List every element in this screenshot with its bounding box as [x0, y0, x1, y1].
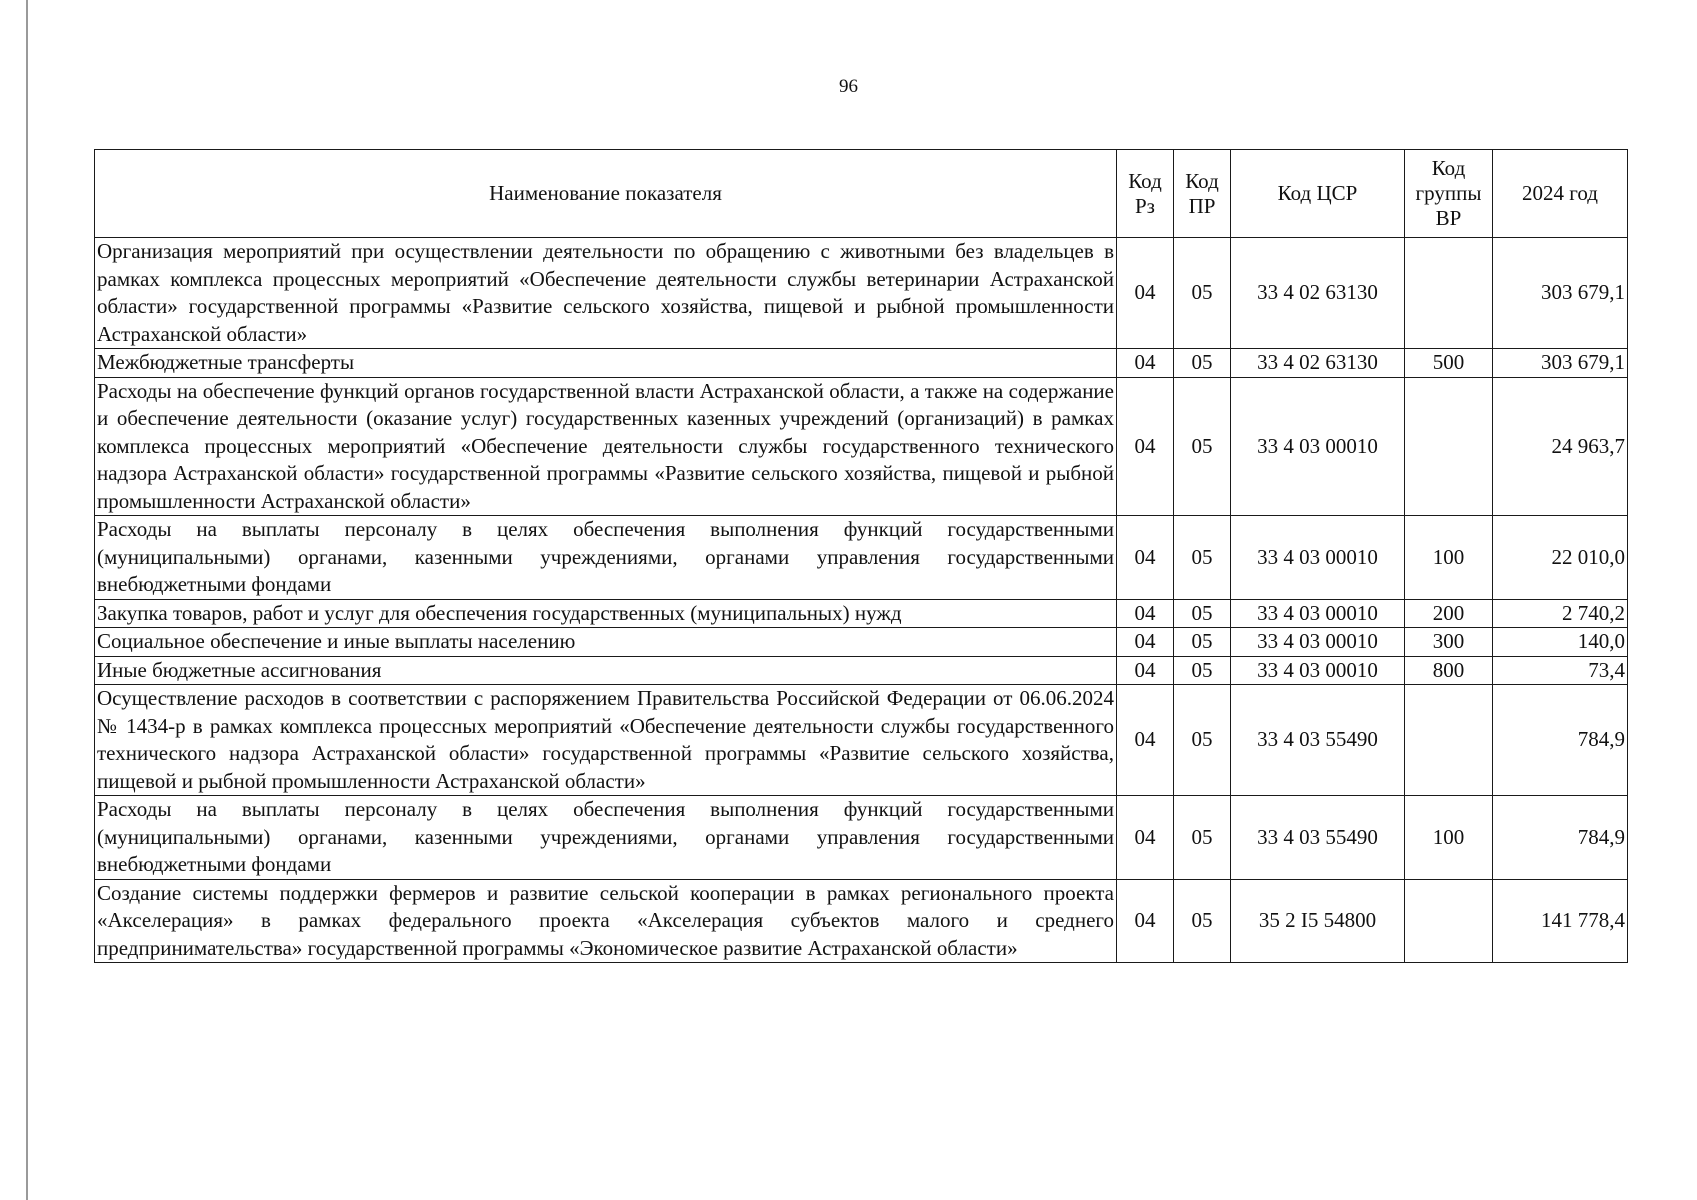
row-amount: 73,4 — [1493, 656, 1628, 685]
row-rz: 04 — [1117, 796, 1174, 880]
page-number: 96 — [839, 76, 858, 97]
row-amount: 2 740,2 — [1493, 599, 1628, 628]
row-name: Организация мероприятий при осуществлении деятельности по обращению с животными без владельцев в рамках комплекса процессных мероприятий «Обеспечение деятельности службы ветеринарии Астраханской области» государственной программы «Развитие сельского хозяйства, пищевой и рыбной промышленности Астраханской области» — [95, 238, 1117, 349]
row-csr: 33 4 03 00010 — [1231, 516, 1405, 600]
row-pr: 05 — [1174, 516, 1231, 600]
row-vr: 100 — [1405, 516, 1493, 600]
row-pr: 05 — [1174, 796, 1231, 880]
row-rz: 04 — [1117, 349, 1174, 378]
table-header-row — [95, 150, 1628, 238]
table-row — [95, 879, 1628, 963]
row-vr — [1405, 238, 1493, 349]
row-pr: 05 — [1174, 599, 1231, 628]
table-row — [95, 628, 1628, 657]
row-vr — [1405, 377, 1493, 516]
row-pr: 05 — [1174, 628, 1231, 657]
row-name: Закупка товаров, работ и услуг для обеспечения государственных (муниципальных) нужд — [95, 599, 1117, 628]
row-amount: 303 679,1 — [1493, 349, 1628, 378]
table-row — [95, 599, 1628, 628]
table-row — [95, 656, 1628, 685]
table-row — [95, 796, 1628, 880]
row-vr: 800 — [1405, 656, 1493, 685]
budget-table — [94, 149, 1628, 963]
row-name: Иные бюджетные ассигнования — [95, 656, 1117, 685]
header-csr: Код ЦСР — [1231, 150, 1405, 238]
row-name: Осуществление расходов в соответствии с распоряжением Правительства Российской Федерации от 06.06.2024 № 1434-р в рамках комплекса процессных мероприятий «Обеспечение деятельности службы государственного технического надзора Астраханской области» государственной программы «Развитие сельского хозяйства, пищевой и рыбной промышленности Астраханской области» — [95, 685, 1117, 796]
row-name: Межбюджетные трансферты — [95, 349, 1117, 378]
row-csr: 33 4 02 63130 — [1231, 349, 1405, 378]
row-rz: 04 — [1117, 599, 1174, 628]
row-amount: 22 010,0 — [1493, 516, 1628, 600]
row-csr: 33 4 03 00010 — [1231, 377, 1405, 516]
row-rz: 04 — [1117, 516, 1174, 600]
header-name: Наименование показателя — [95, 150, 1117, 238]
row-pr: 05 — [1174, 238, 1231, 349]
row-rz: 04 — [1117, 377, 1174, 516]
header-pr: Код ПР — [1174, 150, 1231, 238]
table-row — [95, 685, 1628, 796]
row-rz: 04 — [1117, 685, 1174, 796]
row-csr: 33 4 03 55490 — [1231, 796, 1405, 880]
row-pr: 05 — [1174, 879, 1231, 963]
row-csr: 33 4 03 00010 — [1231, 599, 1405, 628]
row-csr: 33 4 03 00010 — [1231, 628, 1405, 657]
row-vr — [1405, 879, 1493, 963]
row-rz: 04 — [1117, 628, 1174, 657]
table-row — [95, 238, 1628, 349]
row-amount: 24 963,7 — [1493, 377, 1628, 516]
row-rz: 04 — [1117, 238, 1174, 349]
row-vr — [1405, 685, 1493, 796]
row-vr: 200 — [1405, 599, 1493, 628]
row-rz: 04 — [1117, 879, 1174, 963]
row-pr: 05 — [1174, 377, 1231, 516]
row-csr: 33 4 03 00010 — [1231, 656, 1405, 685]
row-name: Расходы на обеспечение функций органов государственной власти Астраханской области, а также на содержание и обеспечение деятельности (оказание услуг) государственных казенных учреждений (организаций) в рамках комплекса процессных мероприятий «Обеспечение деятельности службы государственного технического надзора Астраханской области» государственной программы «Развитие сельского хозяйства, пищевой и рыбной промышленности Астраханской области» — [95, 377, 1117, 516]
row-vr: 100 — [1405, 796, 1493, 880]
row-pr: 05 — [1174, 349, 1231, 378]
header-rz: Код Рз — [1117, 150, 1174, 238]
row-name: Социальное обеспечение и иные выплаты населению — [95, 628, 1117, 657]
row-vr: 300 — [1405, 628, 1493, 657]
header-year: 2024 год — [1493, 150, 1628, 238]
row-rz: 04 — [1117, 656, 1174, 685]
scan-edge-line — [26, 0, 28, 1200]
row-name: Расходы на выплаты персоналу в целях обеспечения выполнения функций государственными (муниципальными) органами, казенными учреждениями, органами управления государственными внебюджетными фондами — [95, 796, 1117, 880]
row-amount: 784,9 — [1493, 796, 1628, 880]
table-row — [95, 516, 1628, 600]
row-vr: 500 — [1405, 349, 1493, 378]
row-amount: 141 778,4 — [1493, 879, 1628, 963]
row-name: Расходы на выплаты персоналу в целях обеспечения выполнения функций государственными (муниципальными) органами, казенными учреждениями, органами управления государственными внебюджетными фондами — [95, 516, 1117, 600]
row-csr: 33 4 02 63130 — [1231, 238, 1405, 349]
row-name: Создание системы поддержки фермеров и развитие сельской кооперации в рамках регионального проекта «Акселерация» в рамках федерального проекта «Акселерация субъектов малого и среднего предпринимательства» государственной программы «Экономическое развитие Астраханской области» — [95, 879, 1117, 963]
table-row — [95, 377, 1628, 516]
row-amount: 303 679,1 — [1493, 238, 1628, 349]
row-amount: 140,0 — [1493, 628, 1628, 657]
row-csr: 35 2 I5 54800 — [1231, 879, 1405, 963]
row-csr: 33 4 03 55490 — [1231, 685, 1405, 796]
row-amount: 784,9 — [1493, 685, 1628, 796]
row-pr: 05 — [1174, 685, 1231, 796]
header-vr: Код группы ВР — [1405, 150, 1493, 238]
row-pr: 05 — [1174, 656, 1231, 685]
table-row — [95, 349, 1628, 378]
